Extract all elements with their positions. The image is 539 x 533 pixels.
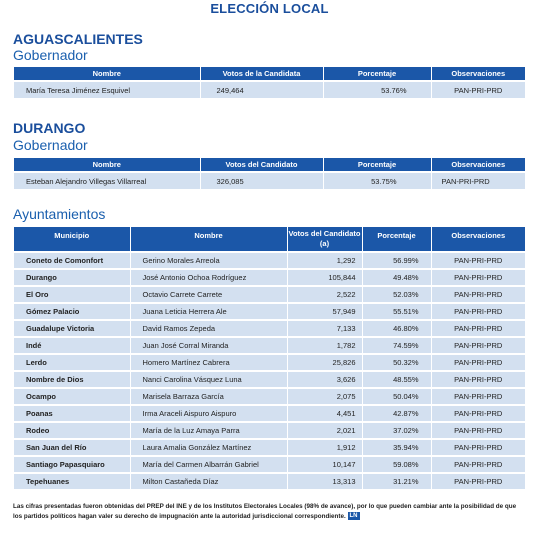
state-title-durango: DURANGO (13, 120, 86, 136)
cell-observations: PAN-PRI-PRD (431, 337, 525, 354)
cell-votes: 326,085 (200, 172, 323, 189)
cell-votes: 7,133 (287, 320, 362, 337)
column-header-observaciones: Observaciones (431, 67, 525, 81)
cell-votes: 13,313 (287, 473, 362, 489)
cell-observations: PAN-PRI-PRD (431, 473, 525, 489)
cell-municipio: Ocampo (14, 388, 130, 405)
cell-votes: 1,782 (287, 337, 362, 354)
cell-percent: 50.32% (362, 354, 431, 371)
column-header-observaciones: Observaciones (431, 227, 525, 252)
table-row (14, 371, 525, 388)
cell-votes: 3,626 (287, 371, 362, 388)
cell-votes: 1,292 (287, 252, 362, 269)
cell-name: Milton Castañeda Díaz (130, 473, 287, 489)
table-row (14, 473, 525, 489)
cell-votes: 105,844 (287, 269, 362, 286)
table-row (14, 388, 525, 405)
cell-observations: PAN-PRI-PRD (431, 81, 525, 98)
cell-percent: 31.21% (362, 473, 431, 489)
cell-votes: 25,826 (287, 354, 362, 371)
cell-name: Octavio Carrete Carrete (130, 286, 287, 303)
cell-observations: PAN-PRI-PRD (431, 388, 525, 405)
office-title-aguascalientes: Gobernador (13, 47, 88, 63)
cell-observations: PAN-PRI-PRD (431, 354, 525, 371)
cell-percent: 53.76% (323, 81, 431, 98)
column-header-observaciones: Observaciones (431, 158, 525, 172)
column-header-nombre: Nombre (14, 67, 200, 81)
cell-municipio: El Oro (14, 286, 130, 303)
cell-percent: 52.03% (362, 286, 431, 303)
cell-name: María Teresa Jiménez Esquivel (14, 81, 200, 98)
cell-votes: 57,949 (287, 303, 362, 320)
cell-observations: PAN-PRI-PRD (431, 405, 525, 422)
column-header-porcentaje: Porcentaje (323, 158, 431, 172)
cell-observations: PAN-PRI-PRD (431, 371, 525, 388)
table-row (14, 456, 525, 473)
aguascalientes-table (14, 67, 525, 98)
cell-name: Gerino Morales Arreola (130, 252, 287, 269)
cell-percent: 48.55% (362, 371, 431, 388)
office-title-durango: Gobernador (13, 137, 88, 153)
cell-name: Irma Araceli Aispuro Aispuro (130, 405, 287, 422)
table-row (14, 354, 525, 371)
cell-municipio: Gómez Palacio (14, 303, 130, 320)
cell-percent: 35.94% (362, 439, 431, 456)
table-row (14, 172, 525, 189)
section-title-ayuntamientos: Ayuntamientos (13, 206, 106, 222)
cell-percent: 55.51% (362, 303, 431, 320)
table-row (14, 405, 525, 422)
cell-observations: PAN-PRI-PRD (431, 422, 525, 439)
cell-observations: PAN-PRI-PRD (431, 172, 525, 189)
column-header-votos: Votos de la Candidata (200, 67, 323, 81)
cell-municipio: Nombre de Dios (14, 371, 130, 388)
footnote-text: Las cifras presentadas fueron obtenidas del PREP del INE y de los Institutos Electorales Locales (98% de avance), por lo que pueden cambiar ante la posibilidad de que los partidos políticos hagan valer su derecho de impugnación ante la autoridad jurisdiccional correspondiente. (13, 503, 517, 520)
cell-votes: 249,464 (200, 81, 323, 98)
cell-observations: PAN-PRI-PRD (431, 269, 525, 286)
cell-municipio: San Juan del Río (14, 439, 130, 456)
table-row (14, 422, 525, 439)
column-header-votos: Votos del Candidato (200, 158, 323, 172)
cell-name: Juan José Corral Miranda (130, 337, 287, 354)
cell-name: Juana Leticia Herrera Ale (130, 303, 287, 320)
column-header-porcentaje: Porcentaje (362, 227, 431, 252)
cell-percent: 56.99% (362, 252, 431, 269)
cell-municipio: Poanas (14, 405, 130, 422)
cell-observations: PAN-PRI-PRD (431, 439, 525, 456)
column-header-porcentaje: Porcentaje (323, 67, 431, 81)
durango-table (14, 158, 525, 189)
cell-votes: 1,912 (287, 439, 362, 456)
page-title: ELECCIÓN LOCAL (210, 1, 329, 16)
cell-name: Esteban Alejandro Villegas Villarreal (14, 172, 200, 189)
table-row (14, 320, 525, 337)
cell-observations: PAN-PRI-PRD (431, 303, 525, 320)
cell-name: María de la Luz Amaya Parra (130, 422, 287, 439)
cell-observations: PAN-PRI-PRD (431, 252, 525, 269)
cell-votes: 2,075 (287, 388, 362, 405)
table-row (14, 81, 525, 98)
cell-percent: 50.04% (362, 388, 431, 405)
cell-municipio: Guadalupe Victoria (14, 320, 130, 337)
cell-municipio: Santiago Papasquiaro (14, 456, 130, 473)
table-row (14, 269, 525, 286)
cell-municipio: Tepehuanes (14, 473, 130, 489)
cell-percent: 53.75% (323, 172, 431, 189)
column-header-municipio: Municipio (14, 227, 130, 252)
cell-percent: 37.02% (362, 422, 431, 439)
cell-votes: 2,522 (287, 286, 362, 303)
cell-name: María del Carmen Albarrán Gabriel (130, 456, 287, 473)
cell-observations: PAN-PRI-PRD (431, 286, 525, 303)
state-title-aguascalientes: AGUASCALIENTES (13, 31, 143, 47)
cell-name: Marisela Barraza García (130, 388, 287, 405)
table-row (14, 337, 525, 354)
cell-municipio: Coneto de Comonfort (14, 252, 130, 269)
table-row (14, 252, 525, 269)
ln-logo: LN (349, 513, 358, 520)
cell-percent: 59.08% (362, 456, 431, 473)
column-header-nombre: Nombre (130, 227, 287, 252)
cell-percent: 49.48% (362, 269, 431, 286)
cell-name: David Ramos Zepeda (130, 320, 287, 337)
cell-name: Homero Martínez Cabrera (130, 354, 287, 371)
footnote (13, 502, 525, 522)
cell-percent: 42.87% (362, 405, 431, 422)
cell-votes: 2,021 (287, 422, 362, 439)
cell-municipio: Rodeo (14, 422, 130, 439)
cell-name: Laura Amalia González Martínez (130, 439, 287, 456)
cell-votes: 10,147 (287, 456, 362, 473)
cell-municipio: Lerdo (14, 354, 130, 371)
cell-observations: PAN-PRI-PRD (431, 320, 525, 337)
cell-observations: PAN-PRI-PRD (431, 456, 525, 473)
cell-percent: 46.80% (362, 320, 431, 337)
table-row (14, 286, 525, 303)
table-row (14, 439, 525, 456)
column-header-votos: Votos del Candidato (a) (287, 227, 362, 252)
column-header-nombre: Nombre (14, 158, 200, 172)
cell-name: Nanci Carolina Vásquez Luna (130, 371, 287, 388)
cell-percent: 74.59% (362, 337, 431, 354)
cell-name: José Antonio Ochoa Rodríguez (130, 269, 287, 286)
ayuntamientos-table (14, 227, 525, 489)
table-row (14, 303, 525, 320)
cell-municipio: Indé (14, 337, 130, 354)
cell-votes: 4,451 (287, 405, 362, 422)
cell-municipio: Durango (14, 269, 130, 286)
